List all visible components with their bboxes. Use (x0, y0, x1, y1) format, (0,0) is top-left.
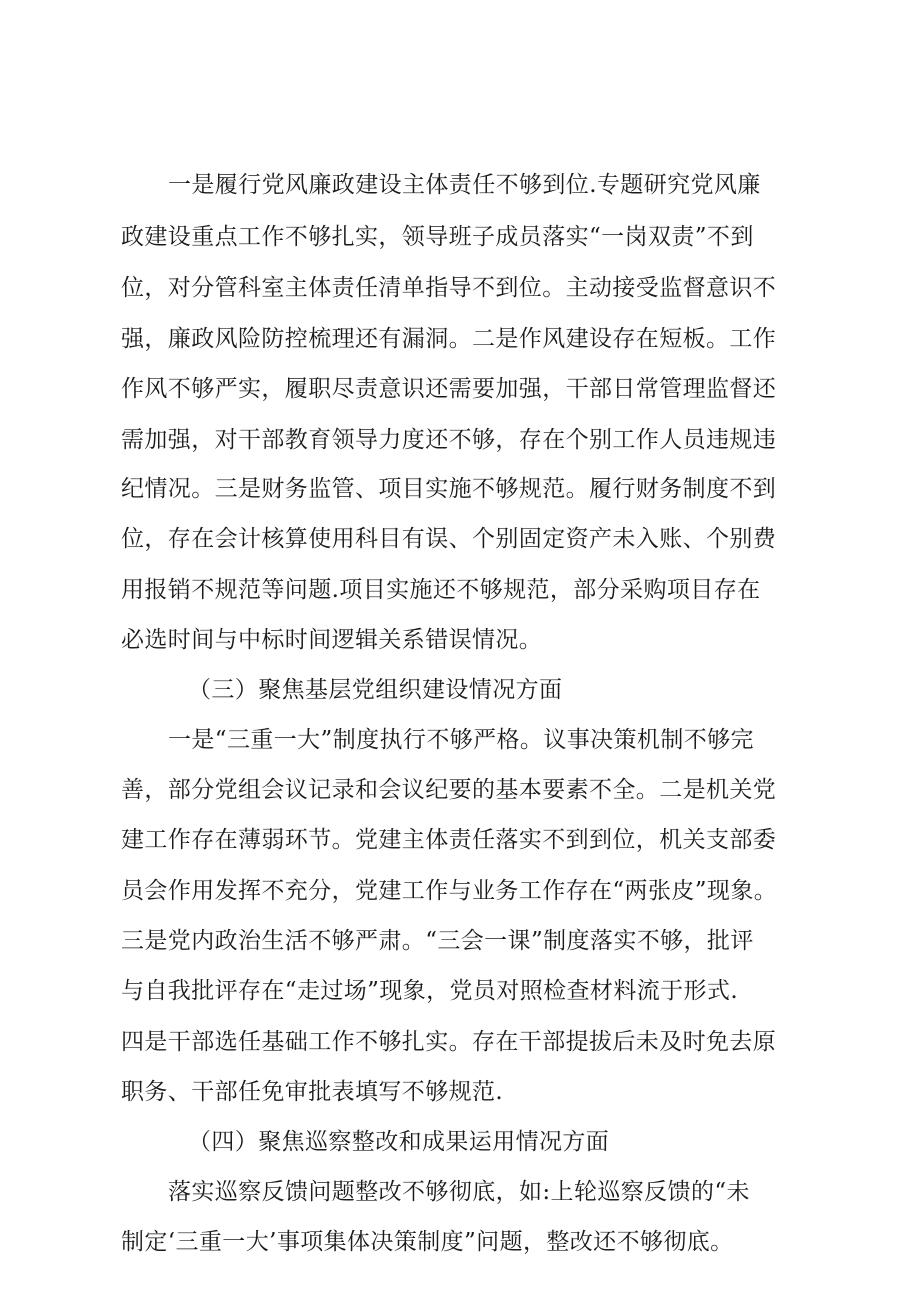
paragraph-line: 政建设重点工作不够扎实，领导班子成员落实“一岗双责”不到 (121, 224, 754, 250)
paragraph-line: 制定‘三重一大’事项集体决策制度”问题，整改还不够彻底。 (121, 1229, 734, 1255)
paragraph-line: 位，存在会计核算使用科目有误、个别固定资产未入账、个别费 (121, 526, 777, 552)
section-heading: （三）聚焦基层党组织建设情况方面 (188, 677, 563, 703)
paragraph-line: 一是“三重一大”制度执行不够严格。议事决策机制不够完 (168, 727, 754, 753)
paragraph-line: 三是党内政治生活不够严肃。“三会一课”制度落实不够，批评 (121, 928, 754, 954)
paragraph-line: 善，部分党组会议记录和会议纪要的基本要素不全。二是机关党 (121, 777, 777, 803)
paragraph-line: 作风不够严实，履职尽责意识还需要加强，干部日常管理监督还 (121, 376, 777, 402)
paragraph-line: 落实巡察反馈问题整改不够彻底，如:上轮巡察反馈的“未 (168, 1179, 750, 1205)
paragraph-line: 四是干部选任基础工作不够扎实。存在干部提拔后未及时免去原 (121, 1029, 777, 1055)
paragraph-line: 需加强，对干部教育领导力度还不够，存在个别工作人员违规违 (121, 427, 777, 453)
paragraph-line: 纪情况。三是财务监管、项目实施不够规范。履行财务制度不到 (121, 476, 777, 502)
paragraph-line: 职务、干部任免审批表填写不够规范. (121, 1079, 504, 1105)
paragraph-line: 强，廉政风险防控梳理还有漏洞。二是作风建设存在短板。工作 (121, 326, 777, 352)
section-heading: （四）聚焦巡察整改和成果运用情况方面 (188, 1129, 610, 1155)
paragraph-line: 一是履行党风廉政建设主体责任不够到位.专题研究党风廉 (168, 172, 761, 198)
paragraph-line: 位，对分管科室主体责任清单指导不到位。主动接受监督意识不 (121, 275, 777, 301)
paragraph-line: 员会作用发挥不充分，党建工作与业务工作存在“两张皮”现象。 (121, 878, 778, 904)
paragraph-line: 建工作存在薄弱环节。党建主体责任落实不到到位，机关支部委 (121, 827, 777, 853)
paragraph-line: 必选时间与中标时间逻辑关系错误情况。 (121, 627, 543, 653)
paragraph-line: 与自我批评存在“走过场”现象，党员对照检查材料流于形式. (121, 978, 739, 1004)
paragraph-line: 用报销不规范等问题.项目实施还不够规范，部分采购项目存在 (121, 577, 761, 603)
